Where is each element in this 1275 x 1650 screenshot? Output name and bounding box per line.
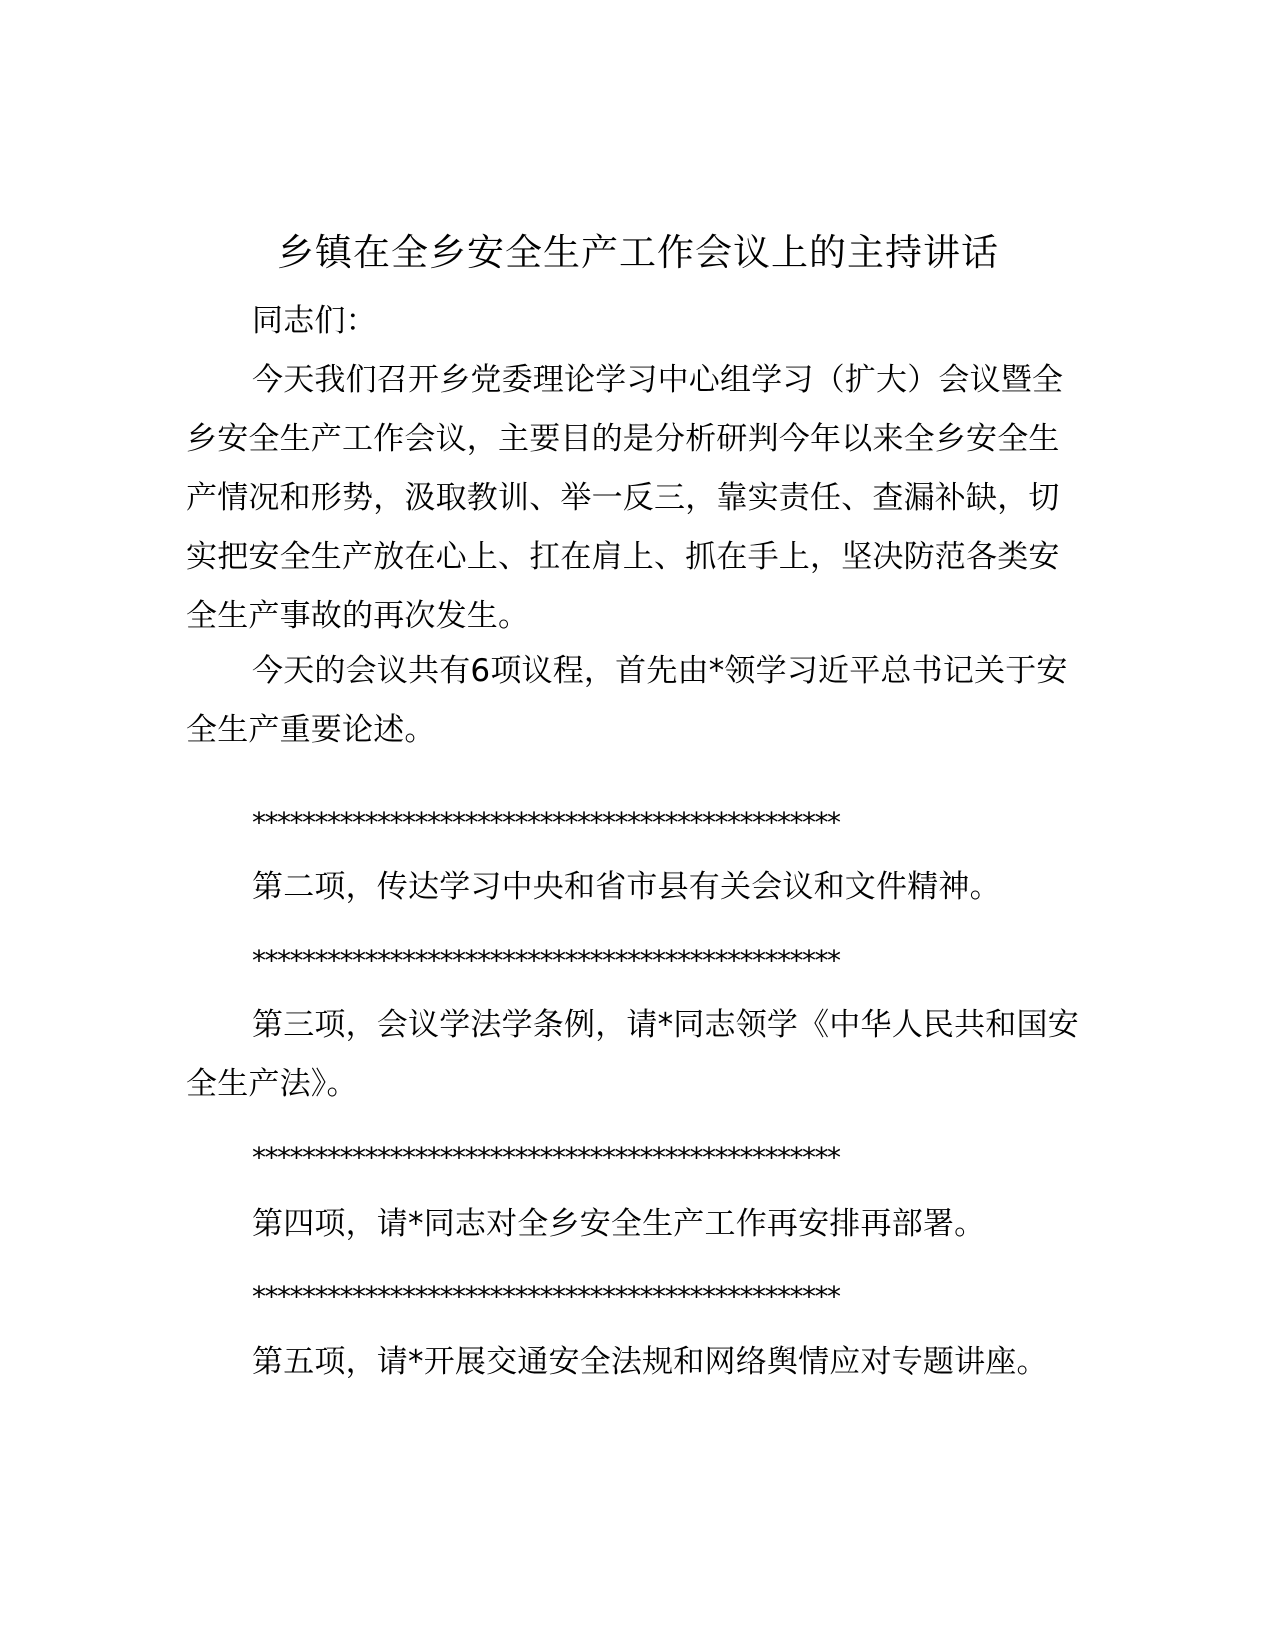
paragraph-intro: 今天我们召开乡党委理论学习中心组学习（扩大）会议暨全乡安全生产工作会议，主要目的是分析研判今年以来全乡安全生产情况和形势，汲取教训、举一反三，靠实责任、查漏补缺，切实把安全生产放在心上、扛在肩上、抓在手上，坚决防范各类安全生产事故的再次发生。 — [186, 362, 1064, 634]
paragraph-item-5: 第五项，请*开展交通安全法规和网络舆情应对专题讲座。 — [252, 1344, 1048, 1380]
separator: *********************************************** — [252, 1280, 840, 1313]
separator: *********************************************** — [252, 944, 840, 977]
paragraph-item-4: 第四项，请*同志对全乡安全生产工作再安排再部署。 — [252, 1206, 986, 1242]
paragraph-agenda: 今天的会议共有6项议程，首先由*领学习近平总书记关于安全生产重要论述。 — [186, 653, 1068, 748]
separator: *********************************************** — [252, 1141, 840, 1174]
paragraph-item-3: 第三项，会议学法学条例，请*同志领学《中华人民共和国安全生产法》。 — [186, 1007, 1079, 1102]
salutation: 同志们： — [252, 303, 377, 339]
document-title: 乡镇在全乡安全生产工作会议上的主持讲话 — [277, 231, 999, 274]
paragraph-item-2: 第二项，传达学习中央和省市县有关会议和文件精神。 — [252, 869, 1001, 905]
separator: *********************************************** — [252, 806, 840, 839]
